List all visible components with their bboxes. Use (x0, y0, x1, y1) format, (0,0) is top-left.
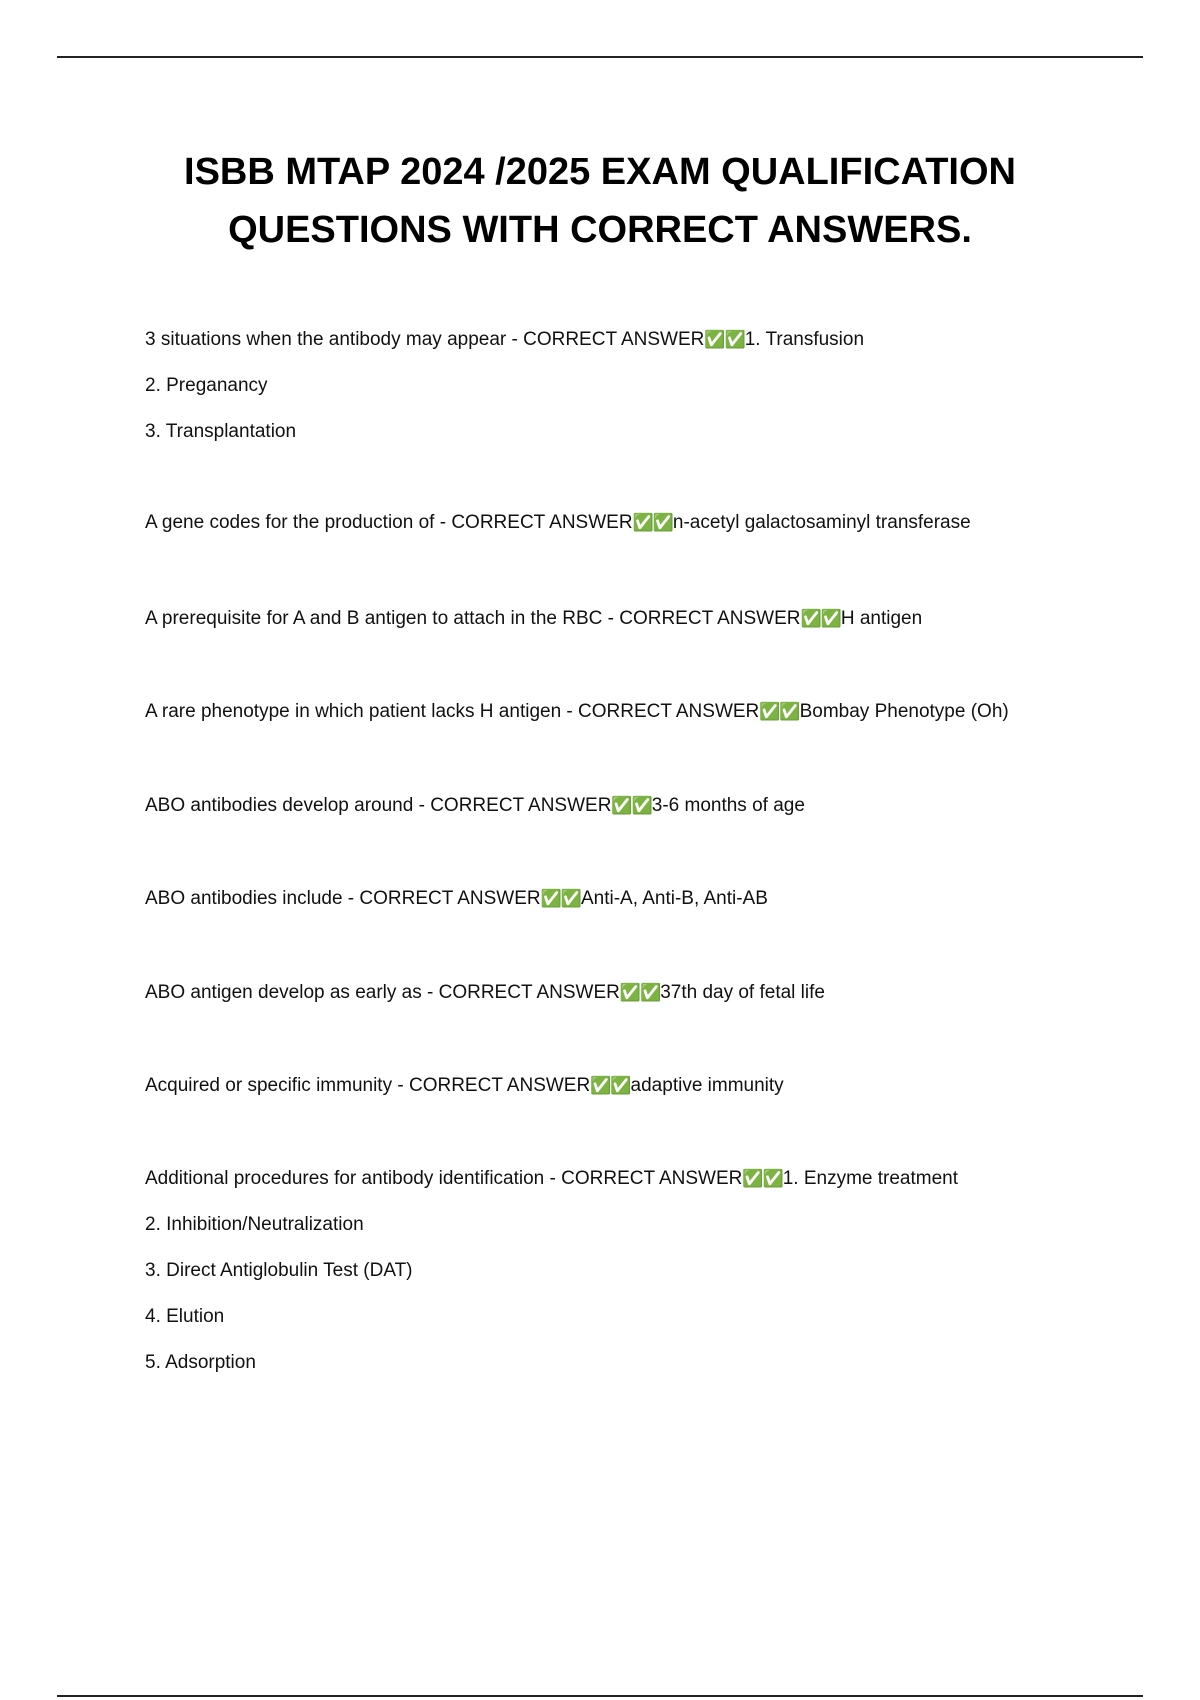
qa-item (145, 783, 1105, 829)
check-mark-icon: ✅✅ (742, 1169, 783, 1189)
answer-separator: - CORRECT ANSWER (544, 1168, 743, 1189)
question-line (145, 970, 1105, 1016)
answer-text: H antigen (840, 608, 923, 629)
answer-separator: - CORRECT ANSWER (413, 795, 612, 816)
qa-item (145, 1063, 1105, 1109)
qa-item (145, 317, 1105, 455)
question-line (145, 689, 1105, 735)
answer-text: 1. Transfusion (744, 329, 865, 350)
answer-separator: - CORRECT ANSWER (392, 1075, 591, 1096)
title-line-1: ISBB MTAP 2024 /2025 EXAM QUALIFICATION (184, 151, 1016, 193)
question-text: A prerequisite for A and B antigen to attach in the RBC (145, 608, 603, 629)
question-text: Acquired or specific immunity (145, 1075, 393, 1096)
answer-separator: - CORRECT ANSWER (342, 888, 541, 909)
qa-item (145, 689, 1105, 735)
check-mark-icon: ✅✅ (759, 702, 800, 722)
answer-text: 3-6 months of age (651, 795, 805, 816)
qa-item (145, 596, 1105, 642)
question-line (145, 783, 1105, 829)
answer-continuation: 3. Direct Antiglobulin Test (DAT) (145, 1260, 413, 1281)
answer-text: Anti-A, Anti-B, Anti-AB (580, 888, 768, 909)
question-line (145, 317, 1105, 363)
check-mark-icon: ✅✅ (611, 796, 652, 816)
answer-separator: - CORRECT ANSWER (602, 608, 801, 629)
bottom-rule (57, 1695, 1143, 1697)
answer-continuation: 2. Inhibition/Neutralization (145, 1214, 364, 1235)
check-mark-icon: ✅✅ (619, 983, 661, 1003)
question-text: Additional procedures for antibody identification (145, 1168, 545, 1189)
question-text: ABO antibodies develop around (145, 795, 414, 816)
answer-text: Bombay Phenotype (Oh) (799, 701, 1009, 722)
answer-separator: - CORRECT ANSWER (434, 512, 633, 533)
question-line (145, 876, 1105, 922)
answer-continuation: 5. Adsorption (145, 1352, 256, 1373)
question-text: ABO antigen develop as early as (145, 982, 422, 1003)
title-line-2: QUESTIONS WITH CORRECT ANSWERS. (228, 209, 972, 251)
answer-text: 1. Enzyme treatment (782, 1168, 959, 1189)
question-line (145, 596, 1105, 642)
check-mark-icon: ✅✅ (632, 513, 673, 533)
qa-item (145, 970, 1105, 1016)
check-mark-icon: ✅✅ (590, 1076, 631, 1096)
answer-text: 37th day of fetal life (660, 982, 825, 1003)
question-text: ABO antibodies include (145, 888, 343, 909)
qa-item (145, 500, 1105, 546)
check-mark-icon: ✅✅ (704, 330, 745, 350)
answer-separator: - CORRECT ANSWER (561, 701, 760, 722)
check-mark-icon: ✅✅ (540, 889, 581, 909)
question-line (145, 1156, 1105, 1202)
question-line (145, 500, 1105, 546)
qa-item (145, 1156, 1105, 1386)
question-text: 3 situations when the antibody may appear (145, 329, 507, 350)
answer-text: adaptive immunity (630, 1075, 784, 1096)
question-text: A gene codes for the production of (145, 512, 435, 533)
answer-continuation: 4. Elution (145, 1306, 225, 1327)
answer-separator: - CORRECT ANSWER (421, 982, 620, 1003)
answer-text: n-acetyl galactosaminyl transferase (672, 512, 971, 533)
answer-continuation: 2. Preganancy (145, 375, 268, 396)
answer-separator: - CORRECT ANSWER (506, 329, 705, 350)
check-mark-icon: ✅✅ (800, 609, 841, 629)
qa-item (145, 876, 1105, 922)
question-line (145, 1063, 1105, 1109)
question-text: A rare phenotype in which patient lacks H antigen (145, 701, 562, 722)
answer-continuation: 3. Transplantation (145, 421, 297, 442)
